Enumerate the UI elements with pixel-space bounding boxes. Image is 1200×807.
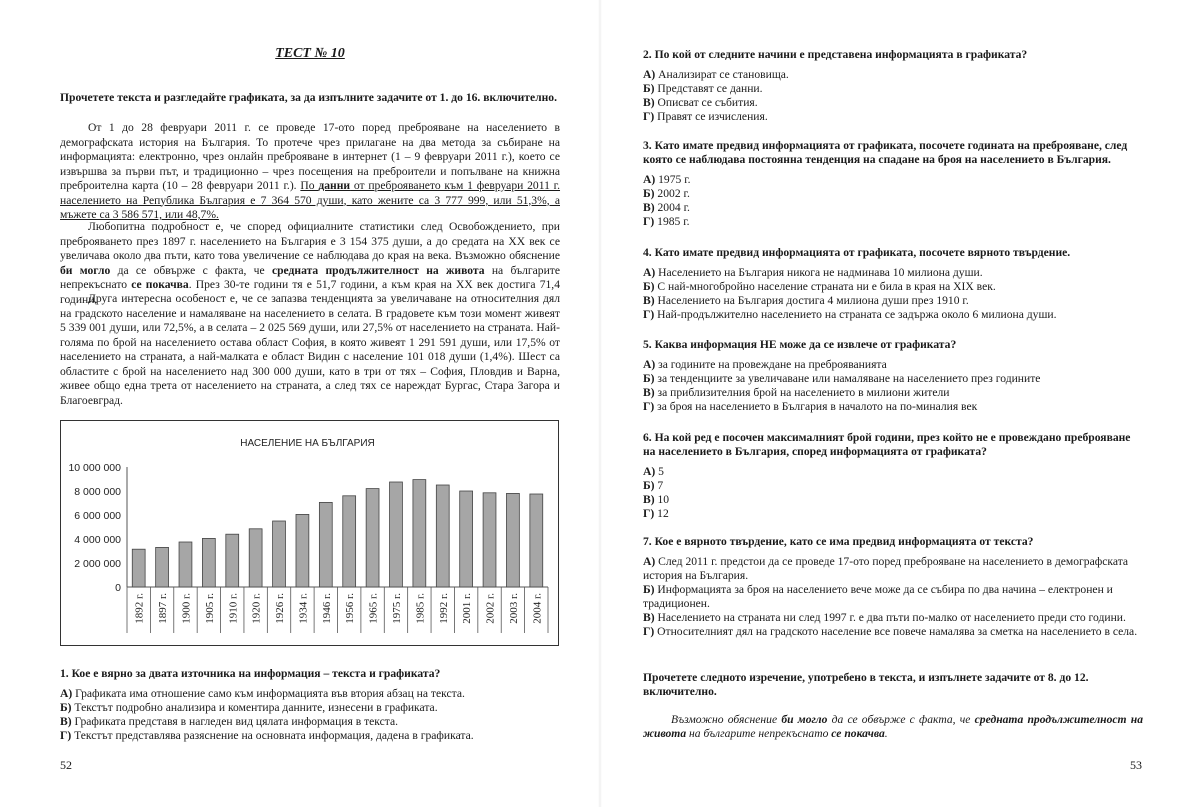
answer-option [643, 465, 1143, 479]
question-6-text: 6. На кой ред е посочен максималният брой години, през който не е провеждано преброяване на населението в България, според информацията от графиката? [643, 431, 1131, 458]
option-text: 1985 г. [654, 215, 690, 228]
answer-option [643, 372, 1143, 386]
page-number-right: 53 [1130, 758, 1142, 772]
answer-option [643, 611, 1143, 625]
answer-option [643, 479, 1143, 493]
option-text: Населението на България никога не надминава 10 милиона души. [655, 266, 983, 279]
x-tick-label: 1985 г. [414, 593, 427, 624]
p2-a: Любопитна подробност е, че според официалните статистики след Освобождението, при преброяването през 1897 г. населението на България е 3 154 375 души, а до средата на XX век се увеличава около два пъти, като това увеличение се наблюдава до края на века. Възможно обяснение [60, 220, 560, 262]
option-text: 1975 г. [655, 173, 691, 186]
option-text: С най-многобройно население страната ни е била в края на XIX век. [654, 280, 996, 293]
x-tick-label: 1926 г. [274, 593, 287, 624]
option-text: 2004 г. [654, 201, 690, 214]
option-letter: Б) [643, 583, 655, 596]
answer-option [60, 687, 565, 701]
answer-option [643, 201, 1143, 215]
paragraph-1-text: От 1 до 28 февруари 2011 г. се проведе 17-ото поред преброяване на населението в демографската история на България. То протече чрез прилагане на два метода за събиране на информацията: електронно, чрез онлайн преброяване в интернет (1 – 9 февруари 2011 г.), което се извършва за първи път, и традиционно – чрез посещения на преброители и попълване на книжна преброителна карта (10 – 28 февруари 2011 г.). [60, 121, 560, 192]
question-3-options [643, 173, 1143, 229]
p1-u2: от преброяването към 1 февруари 2011 г. населението на Република България е 7 364 570 души, като жените са 3 777 999, или 51,3%, а мъжете са 3 586 571, или 48,7%. [60, 179, 561, 221]
question-6 [643, 431, 1143, 521]
quote-b2: средната продължителност на живота [643, 713, 1143, 740]
p2-b1: би могло [60, 263, 111, 277]
answer-option [643, 82, 1143, 96]
option-letter: В) [60, 715, 72, 728]
quote-e: . [884, 727, 888, 740]
chart-bar [179, 542, 192, 587]
option-text: Населението на страната ни след 1997 г. е два пъти по-малко от населението преди сто години. [654, 611, 1126, 624]
answer-option [643, 386, 1143, 400]
option-text: за тенденциите за увеличаване или намаляване на населението през годините [654, 372, 1041, 385]
question-1-options [60, 687, 565, 743]
answer-option [643, 400, 1143, 414]
option-letter: Г) [643, 625, 655, 638]
question-5 [643, 338, 1143, 414]
question-7-options [643, 555, 1143, 639]
question-1-text: 1. Кое е вярно за двата източника на информация – текста и графиката? [60, 667, 441, 680]
question-1 [60, 667, 565, 743]
x-tick-label: 1900 г. [180, 593, 193, 624]
option-text: Населението на България достига 4 милиона души през 1910 г. [654, 294, 969, 307]
answer-option [643, 266, 1143, 280]
answer-option [643, 215, 1143, 229]
quote [643, 713, 1143, 741]
option-letter: Б) [643, 187, 655, 200]
p1-u1: По [300, 179, 319, 192]
instruction-2: Прочетете следното изречение, употребено в текста, и изпълнете задачите от 8. до 12. включително. [643, 671, 1089, 698]
option-letter: Б) [643, 372, 655, 385]
chart-bar [343, 496, 356, 587]
y-tick-label: 10 000 000 [68, 462, 121, 474]
x-tick-label: 1897 г. [157, 593, 170, 624]
chart-bar [156, 547, 169, 587]
question-2 [643, 48, 1143, 124]
option-text: Представят се данни. [654, 82, 763, 95]
answer-option [643, 280, 1143, 294]
question-4-text: 4. Като имате предвид информацията от графиката, посочете вярното твърдение. [643, 246, 1071, 259]
option-letter: В) [643, 294, 655, 307]
option-letter: Б) [643, 82, 655, 95]
option-letter: Б) [60, 701, 72, 714]
question-4 [643, 246, 1143, 322]
option-letter: А) [60, 687, 73, 700]
answer-option [60, 701, 565, 715]
chart-svg [61, 421, 558, 645]
option-letter: В) [643, 201, 655, 214]
question-4-options [643, 266, 1143, 322]
x-tick-label: 1975 г. [390, 593, 403, 624]
quote-a: Възможно обяснение [671, 713, 782, 726]
answer-option [643, 555, 1143, 583]
option-letter: Г) [643, 308, 655, 321]
answer-option [643, 358, 1143, 372]
instruction: Прочетете текста и разгледайте графиката, за да изпълните задачите от 1. до 16. включително. [60, 91, 558, 104]
option-text: Анализират се становища. [655, 68, 789, 81]
chart-bar [273, 521, 286, 587]
option-letter: В) [643, 386, 655, 399]
test-title: ТЕСТ № 10 [275, 46, 345, 61]
page-number-left: 52 [60, 758, 72, 772]
question-7-text: 7. Кое е вярното твърдение, като се има предвид информацията от текста? [643, 535, 1034, 548]
answer-option [643, 96, 1143, 110]
chart-bar [530, 494, 543, 587]
option-text: за броя на населението в България в началото на по-миналия век [654, 400, 978, 413]
option-letter: В) [643, 96, 655, 109]
option-text: Описват се събития. [654, 96, 758, 109]
population-chart [60, 420, 559, 646]
answer-option [60, 715, 565, 729]
p2-c: да се обвърже с факта, че [110, 263, 272, 277]
option-letter: Г) [643, 400, 655, 413]
option-letter: Б) [643, 479, 655, 492]
quote-b1: би могло [781, 713, 828, 726]
option-text: 2002 г. [654, 187, 690, 200]
option-text: Относителният дял на градското население все повече намалява за сметка на населението в села. [654, 625, 1138, 638]
chart-bar [366, 489, 379, 587]
option-text: за приблизителния брой на населението в милиони жители [654, 386, 950, 399]
x-tick-label: 1920 г. [250, 593, 263, 624]
option-letter: А) [643, 266, 656, 279]
question-6-options [643, 465, 1143, 521]
x-tick-label: 1934 г. [297, 593, 310, 624]
paragraph-1 [60, 121, 560, 223]
answer-option [643, 187, 1143, 201]
chart-bar [296, 514, 309, 587]
question-3-text: 3. Като имате предвид информацията от графиката, посочете годината на преброяване, след която се наблюдава постоянна тенденция на спадане на броя на населението в България. [643, 139, 1128, 166]
y-tick-label: 0 [115, 582, 121, 594]
x-tick-label: 2004 г. [531, 593, 544, 624]
y-tick-label: 8 000 000 [74, 486, 121, 498]
chart-bar [249, 529, 262, 587]
option-letter: А) [643, 358, 656, 371]
x-tick-label: 1956 г. [344, 593, 357, 624]
chart-bar [436, 485, 449, 587]
question-7 [643, 535, 1143, 639]
option-text: 12 [654, 507, 669, 520]
question-2-text: 2. По кой от следните начини е представена информацията в графиката? [643, 48, 1028, 61]
right-page [600, 0, 1200, 807]
option-text: Информацията за броя на населението вече може да се събира по два начина – електронен и традиционен. [643, 583, 1113, 610]
quote-c: да се обвърже с факта, че [827, 713, 975, 726]
option-text: Графиката има отношение само към информацията във втория абзац на текста. [72, 687, 465, 700]
answer-option [643, 625, 1143, 639]
x-tick-label: 1992 г. [437, 593, 450, 624]
question-3 [643, 139, 1143, 229]
answer-option [643, 583, 1143, 611]
chart-bar [319, 502, 332, 587]
option-text: Текстът подробно анализира и коментира данните, изнесени в графиката. [71, 701, 438, 714]
chart-bar [506, 493, 519, 587]
option-letter: Г) [643, 215, 655, 228]
quote-b3: се покачва [831, 727, 885, 740]
option-letter: А) [643, 173, 656, 186]
p2-d: на българите непрекъснато [60, 263, 560, 291]
answer-option [643, 294, 1143, 308]
chart-bar [460, 491, 473, 587]
p2-b2: средната продължителност на живота [271, 263, 485, 277]
quote-d: на българите непрекъснато [686, 727, 832, 740]
y-tick-label: 2 000 000 [74, 558, 121, 570]
option-text: Текстът представлява разяснение на основната информация, дадена в графиката. [71, 729, 474, 742]
option-text: 7 [654, 479, 664, 492]
paragraph-3: Друга интересна особеност е, че се запазва тенденцията за увеличаване на относителния дял на градското население и намаляване на населението в селата. В градовете към този момент живеят 5 339 001 души, или 72,5%, а в селата – 2 025 569 души, или 27,5% от населението на страната. Най-голяма по брой на населението остава област София, в която живеят 1 291 591 души, или 17,5% от населението на страната, а най-малката е област Видин с население 101 018 души (1,4%). Шест са областите с брой на населението над 300 000 души, като в три от тях – София, Пловдив и Варна, живее общо една трета от населението на страната, а след тях се нареждат Бургас, Стара Загора и Благоевград. [60, 292, 560, 407]
option-text: Най-продължително населението на страната се задържа около 6 милиона души. [654, 308, 1057, 321]
y-tick-label: 6 000 000 [74, 510, 121, 522]
option-letter: Б) [643, 280, 655, 293]
option-text: Графиката представя в нагледен вид цялата информация в текста. [71, 715, 399, 728]
p2-e: . През 30-те години тя е 51,7 години, а към края на XX век достига 71,4 години. [60, 278, 560, 306]
chart-title: НАСЕЛЕНИЕ НА БЪЛГАРИЯ [240, 438, 375, 449]
option-letter: А) [643, 465, 656, 478]
option-letter: Г) [643, 507, 655, 520]
option-letter: В) [643, 611, 655, 624]
answer-option [60, 729, 565, 743]
chart-bar [132, 549, 145, 587]
chart-bar [483, 493, 496, 587]
p1-ub: данни [318, 179, 351, 192]
x-tick-label: 1946 г. [320, 593, 333, 624]
option-text: за годините на провеждане на преброяванията [655, 358, 887, 371]
p2-b3: се покачва [131, 278, 189, 291]
answer-option [643, 493, 1143, 507]
x-tick-label: 2003 г. [507, 593, 520, 624]
answer-option [643, 110, 1143, 124]
option-text: Правят се изчисления. [654, 110, 768, 123]
option-text: След 2011 г. предстои да се проведе 17-ото поред преброяване на населението в демографската история на България. [643, 555, 1129, 582]
x-tick-label: 1965 г. [367, 593, 380, 624]
x-tick-label: 2002 г. [484, 593, 497, 624]
answer-option [643, 507, 1143, 521]
chart-bar [226, 534, 239, 587]
x-tick-label: 1905 г. [203, 593, 216, 624]
option-text: 10 [654, 493, 670, 506]
answer-option [643, 308, 1143, 322]
x-tick-label: 1892 г. [133, 593, 146, 624]
chart-bar [202, 538, 215, 587]
option-text: 5 [655, 465, 664, 478]
y-tick-label: 4 000 000 [74, 534, 121, 546]
answer-option [643, 68, 1143, 82]
option-letter: А) [643, 68, 656, 81]
question-5-options [643, 358, 1143, 414]
option-letter: В) [643, 493, 655, 506]
question-2-options [643, 68, 1143, 124]
answer-option [643, 173, 1143, 187]
question-5-text: 5. Каква информация НЕ може да се извлече от графиката? [643, 338, 957, 351]
option-letter: Г) [643, 110, 655, 123]
chart-bar [413, 480, 426, 587]
chart-bar [390, 482, 403, 587]
option-letter: А) [643, 555, 656, 568]
x-tick-label: 1910 г. [227, 593, 240, 624]
x-tick-label: 2001 г. [461, 593, 474, 624]
option-letter: Г) [60, 729, 72, 742]
